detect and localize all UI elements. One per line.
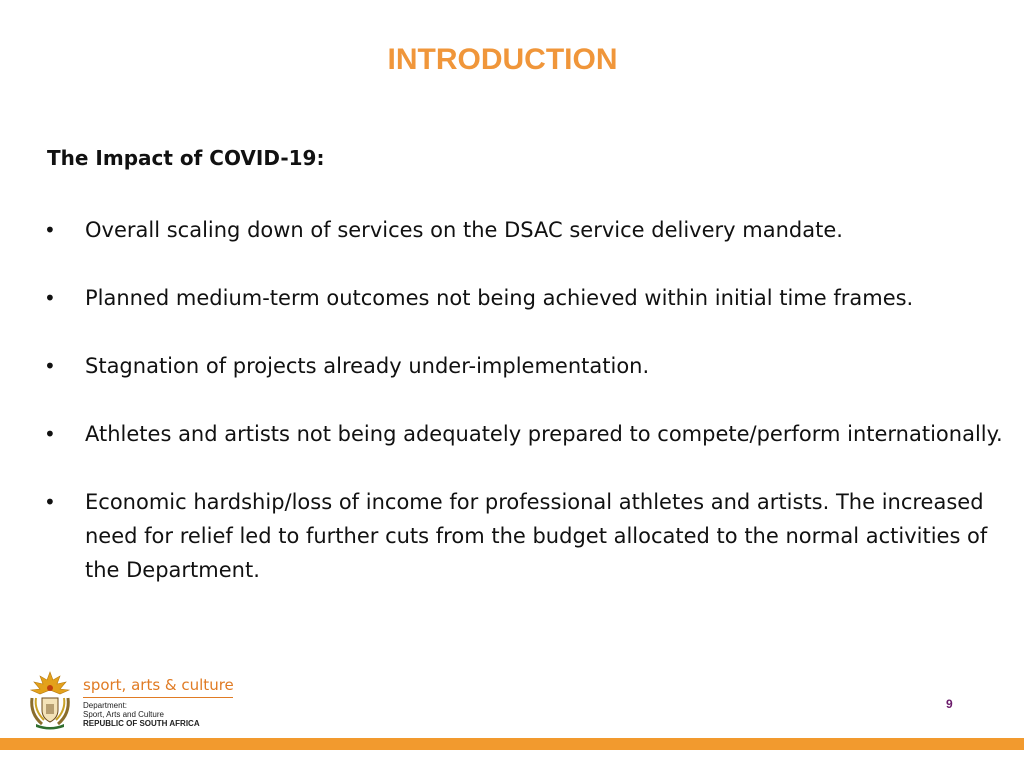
- bullet-marker: •: [44, 218, 56, 242]
- bullet-marker: •: [44, 490, 56, 514]
- brand-name: sport, arts & culture: [83, 676, 234, 694]
- slide-title: INTRODUCTION: [387, 43, 618, 76]
- country-name: REPUBLIC OF SOUTH AFRICA: [83, 719, 200, 728]
- bullet-item: [40, 349, 1004, 383]
- bullet-item: [40, 213, 1004, 247]
- slide-subtitle: The Impact of COVID-19:: [47, 146, 325, 170]
- page-number: 9: [946, 697, 953, 711]
- bullet-marker: •: [44, 422, 56, 446]
- bullet-text: Overall scaling down of services on the DSAC service delivery mandate.: [85, 218, 843, 242]
- brand-divider: [83, 697, 233, 698]
- bullet-text: Economic hardship/loss of income for professional athletes and artists. The increased need for relief led to further cuts from the budget allocated to the normal activities of the Department.: [85, 490, 988, 582]
- bullet-marker: •: [44, 286, 56, 310]
- bottom-accent-bar: [0, 738, 1024, 750]
- department-brand: [83, 676, 243, 728]
- bullet-item: [40, 417, 1004, 451]
- bullet-list: [40, 213, 1004, 621]
- department-name: Sport, Arts and Culture: [83, 710, 164, 719]
- bullet-text: Planned medium-term outcomes not being achieved within initial time frames.: [85, 286, 914, 310]
- bullet-marker: •: [44, 354, 56, 378]
- bullet-item: [40, 485, 1004, 587]
- coat-of-arms-logo: [22, 668, 78, 730]
- department-label: Department:: [83, 701, 128, 710]
- bullet-text: Stagnation of projects already under-implementation.: [85, 354, 650, 378]
- bullet-text: Athletes and artists not being adequately prepared to compete/perform internationally.: [85, 422, 1003, 446]
- bullet-item: [40, 281, 1004, 315]
